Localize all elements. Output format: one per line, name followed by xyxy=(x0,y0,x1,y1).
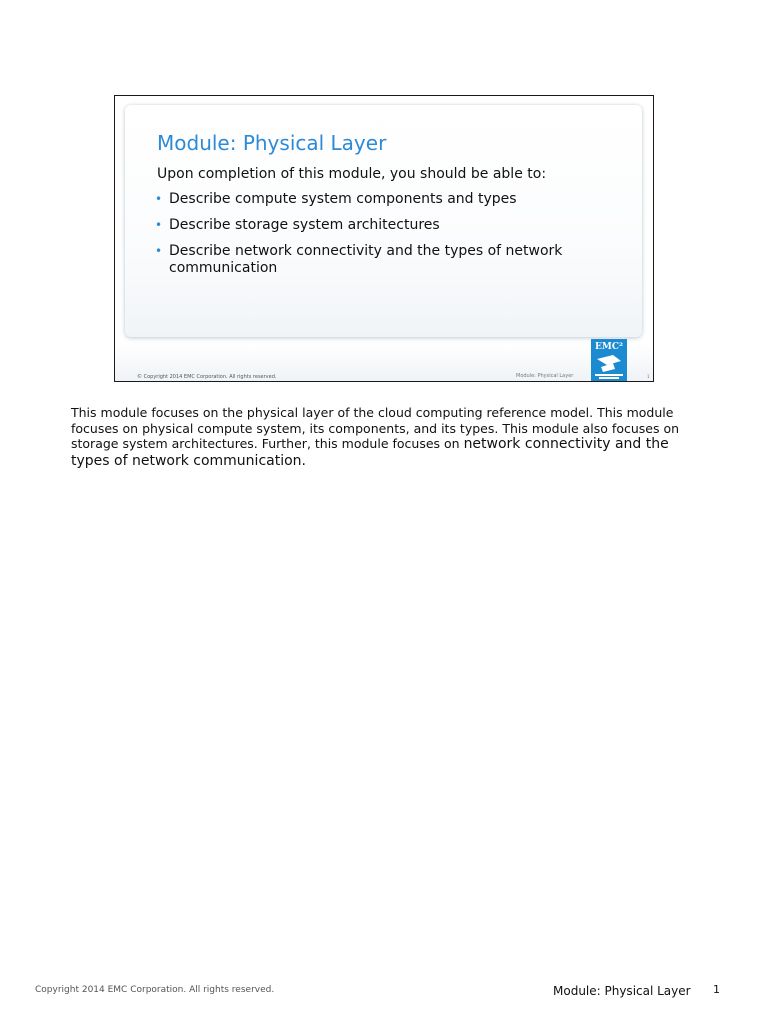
notes-text-large: network connectivity and the types of network communication. xyxy=(71,436,669,469)
slide-thumbnail xyxy=(114,95,654,382)
page-footer-title: Module: Physical Layer xyxy=(553,984,691,998)
slide-page-number: 1 xyxy=(647,374,650,379)
bullet-icon: • xyxy=(155,192,163,206)
bullet-text: Describe network connectivity and the types of network communication xyxy=(169,243,563,276)
bullet-text: Describe storage system architectures xyxy=(169,217,440,233)
objectives-list xyxy=(155,191,625,286)
slide-title: Module: Physical Layer xyxy=(157,131,387,155)
emc-logo-text: EMC² xyxy=(595,342,623,352)
emc-logo-mark-icon xyxy=(591,339,627,381)
slide-intro-text: Upon completion of this module, you should be able to: xyxy=(157,166,547,182)
emc-logo xyxy=(591,339,627,381)
list-item xyxy=(155,191,625,208)
notes-text: This module focuses on the physical layer of the cloud computing reference model. This module focuses on physical compute system, its components, and its types. This module also focuses on storage system architectures. Further, this module focuses on xyxy=(71,405,680,451)
slide-copyright: © Copyright 2014 EMC Corporation. All rights reserved. xyxy=(137,374,277,380)
page-number: 1 xyxy=(713,983,720,996)
speaker-notes xyxy=(71,405,701,469)
bullet-text: Describe compute system components and types xyxy=(169,191,517,207)
bullet-icon: • xyxy=(155,244,163,258)
slide-footer-title: Module: Physical Layer xyxy=(516,373,574,379)
page-copyright: Copyright 2014 EMC Corporation. All rights reserved. xyxy=(35,985,275,995)
list-item xyxy=(155,243,625,277)
slide-content-panel xyxy=(125,105,642,337)
list-item xyxy=(155,217,625,234)
bullet-icon: • xyxy=(155,218,163,232)
